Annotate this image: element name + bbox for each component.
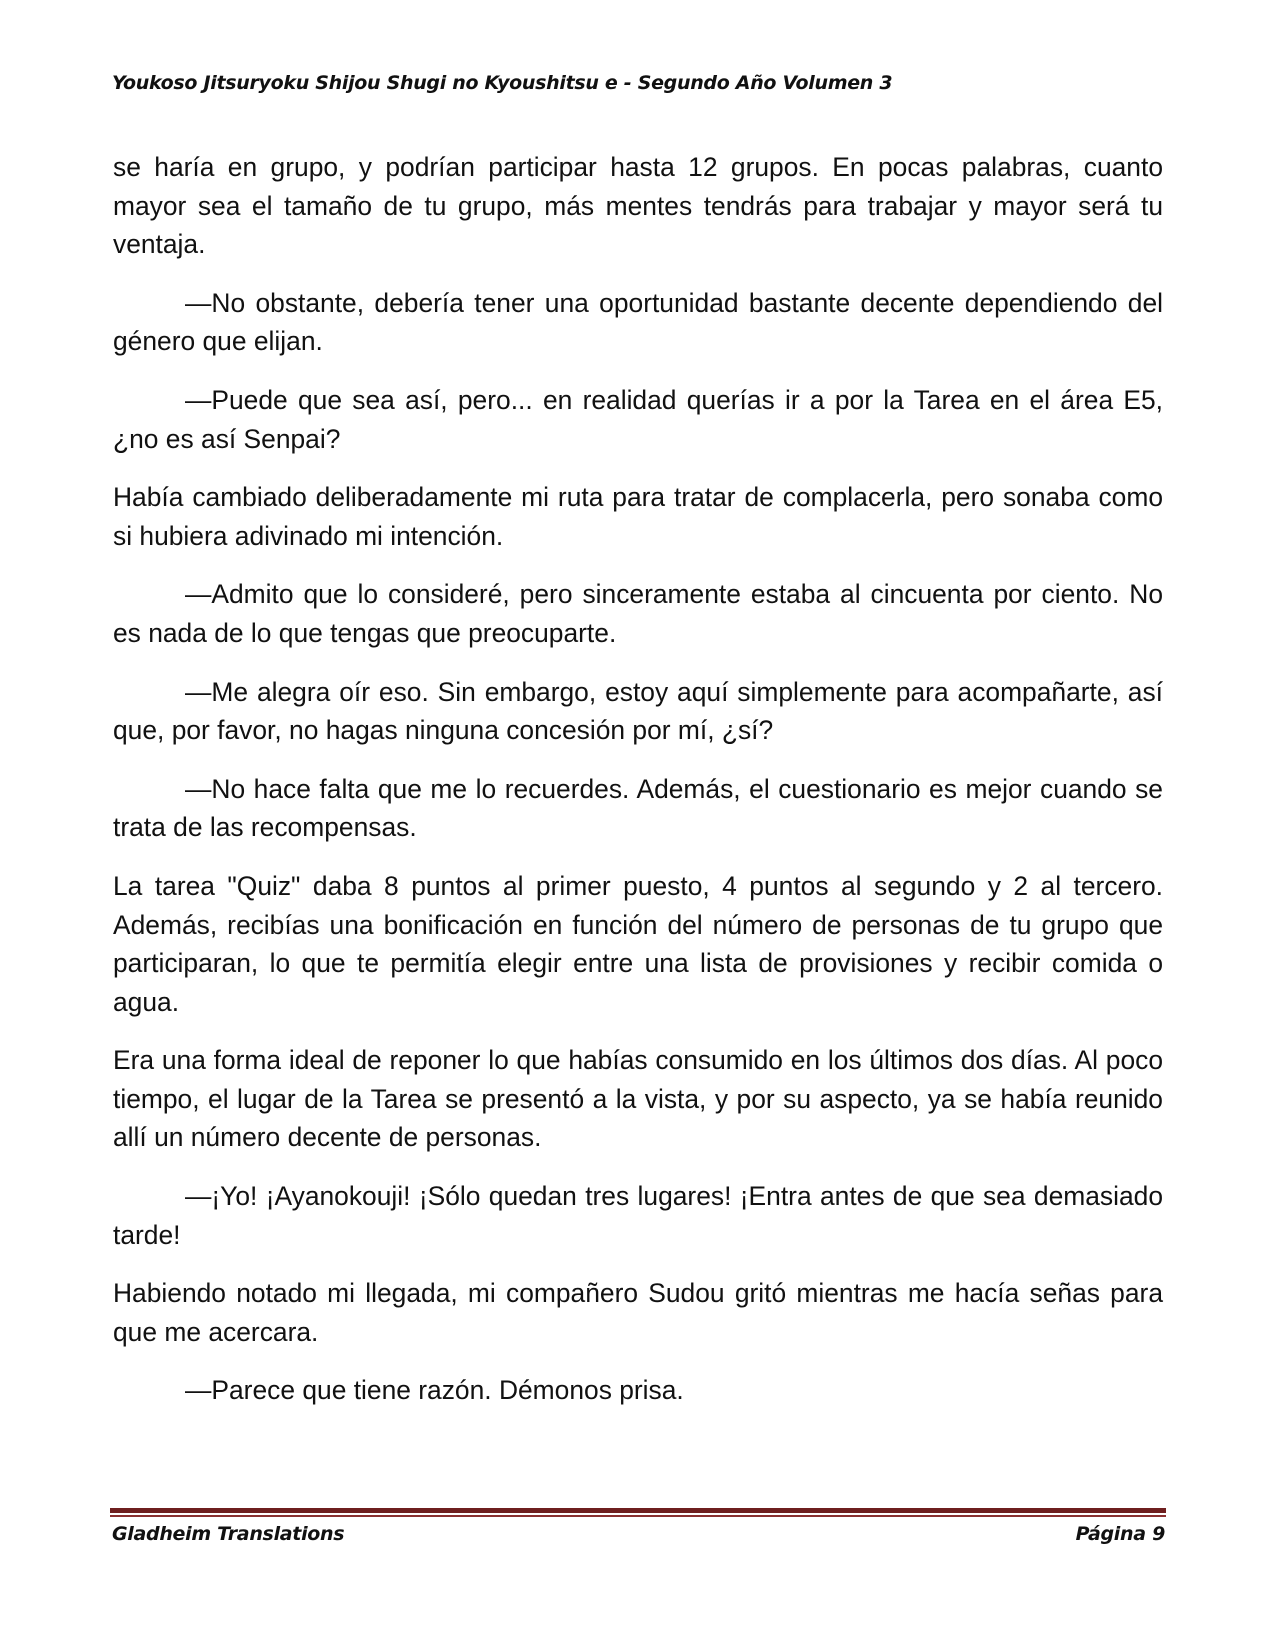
page-number: Página 9 (1075, 1523, 1165, 1545)
paragraph: La tarea "Quiz" daba 8 puntos al primer puesto, 4 puntos al segundo y 2 al tercero. Además, recibías una bonificación en función del número de personas de tu grupo que participaran, lo que te permitía elegir entre una lista de provisiones y recibir comida o agua. (113, 870, 1163, 1017)
paragraph: Habiendo notado mi llegada, mi compañero Sudou gritó mientras me hacía señas para que me acercara. (113, 1278, 1163, 1347)
dialog-paragraph: —Puede que sea así, pero... en realidad querías ir a por la Tarea en el área E5, ¿no es así Senpai? (113, 384, 1163, 454)
paragraph: Era una forma ideal de reponer lo que habías consumido en los últimos dos días. Al poco tiempo, el lugar de la Tarea se presentó a la vista, y por su aspecto, ya se había reunido allí un número decente de personas. (113, 1045, 1163, 1153)
dialog-paragraph: —¡Yo! ¡Ayanokouji! ¡Sólo quedan tres lugares! ¡Entra antes de que sea demasiado tarde! (113, 1181, 1163, 1250)
dialog-paragraph: —No obstante, debería tener una oportunidad bastante decente dependiendo del género que elijan. (113, 287, 1163, 357)
dialog-paragraph: —Parece que tiene razón. Démonos prisa. (185, 1375, 684, 1406)
dialog-paragraph: —No hace falta que me lo recuerdes. Además, el cuestionario es mejor cuando se trata de las recompensas. (113, 773, 1163, 843)
paragraph: Había cambiado deliberadamente mi ruta para tratar de complacerla, pero sonaba como si hubiera adivinado mi intención. (113, 482, 1163, 551)
paragraph: se haría en grupo, y podrían participar hasta 12 grupos. En pocas palabras, cuanto mayor sea el tamaño de tu grupo, más mentes tendrás para trabajar y mayor será tu ventaja. (113, 152, 1163, 260)
footer-credit: Gladheim Translations (112, 1523, 345, 1545)
dialog-paragraph: —Me alegra oír eso. Sin embargo, estoy aquí simplemente para acompañarte, así que, por favor, no hagas ninguna concesión por mí, ¿sí? (113, 676, 1163, 746)
running-header: Youkoso Jitsuryoku Shijou Shugi no Kyoushitsu e - Segundo Año Volumen 3 (112, 72, 893, 94)
dialog-paragraph: —Admito que lo consideré, pero sinceramente estaba al cincuenta por ciento. No es nada de lo que tengas que preocuparte. (113, 579, 1163, 648)
body-text (113, 148, 1163, 1430)
footer-divider (110, 1508, 1166, 1517)
